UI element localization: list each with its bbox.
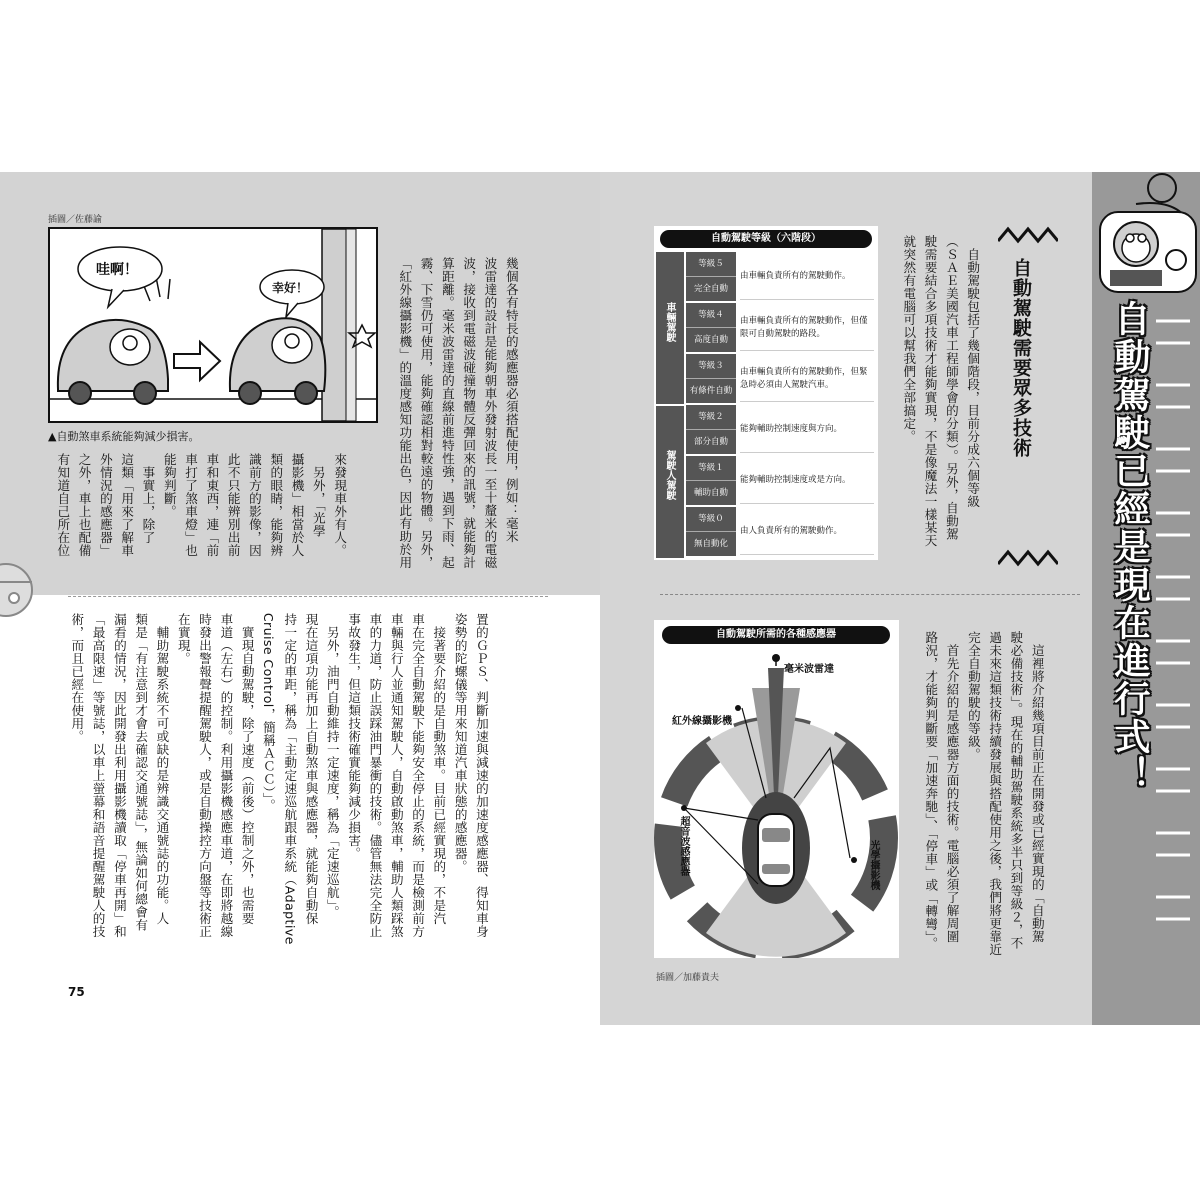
text-column: 過未來這類技術持續發展與搭配使用之後，我們將更靠近	[987, 630, 1003, 956]
text-column: 車輛與行人並通知駕駛人，自動啟動煞車，輔助人類踩煞	[388, 612, 404, 938]
text-column: 攝影機」相當於人	[289, 452, 305, 557]
speech-phew: 幸好！	[272, 281, 309, 295]
doraemon-icon	[1096, 168, 1200, 300]
left-text-bottom	[66, 604, 513, 974]
text-column: 車打了煞車燈」也	[183, 452, 199, 557]
level-description: 能夠輔助控制速度或是方向。	[740, 458, 874, 504]
right-text-top	[898, 226, 1004, 576]
level-number: 等級１	[686, 456, 736, 481]
text-column: 自動駕駛包括了幾個階段，目前分成六個等級	[965, 234, 981, 508]
label-ultrasonic: 超音波感應器	[678, 816, 689, 876]
text-column: 霧、下雪仍可使用，能夠確認相對較遠的物體。另外，	[418, 256, 434, 569]
zigzag-bottom-icon	[998, 548, 1058, 568]
level-table	[654, 226, 878, 560]
level-name: 部分自動	[686, 430, 736, 454]
right-text-bottom	[920, 622, 1069, 972]
text-column: 駛必備技術」。現在的輔助駕駛系統多半只到等級２，不	[1008, 630, 1024, 950]
text-column: 幾個各有特長的感應器必須搭配使用，例如：毫米	[503, 256, 519, 543]
text-column: 持一定的車距，稱為「主動定速巡航跟車系統（Adaptive	[282, 612, 298, 945]
text-column: 事實上，除了	[140, 452, 156, 544]
text-column: 輔助駕駛系統不可或缺的是辨識交通號誌的功能。人	[154, 612, 170, 925]
main-title: 自動駕駛已經是現在進行式！	[1109, 300, 1150, 794]
text-column: 另外，「光學	[310, 452, 326, 538]
label-radar: 毫米波雷達	[784, 664, 834, 675]
text-column: 波，接收到電磁波碰撞物體反彈回來的訊號，就能夠計	[461, 256, 477, 569]
sensor-coverage-diagram	[654, 648, 899, 958]
text-column: 路況，才能夠判斷要「加速奔馳」、「停車」或「轉彎」。	[923, 630, 939, 950]
text-column: 術，而且已經在使用。	[69, 612, 85, 743]
text-column: 漏看的情況，因此開發出利用攝影機讀取「停車再開」和	[111, 612, 127, 938]
illustration-credit: 插圖／佐藤諭	[48, 215, 103, 225]
text-column: 事故發生，但這類技術確實能夠減少損害。	[346, 612, 362, 860]
text-column: 「紅外線攝影機」的溫度感知功能出色，因此有助於用	[397, 256, 413, 569]
text-column: 識前方的影像，因	[246, 452, 262, 557]
group-vehicle	[656, 252, 684, 404]
text-column: 這裡將介紹幾項目前正在開發或已經實現的「自動駕	[1029, 630, 1045, 943]
text-column: 此不只能辨別出前	[225, 452, 241, 557]
level-number: 等級３	[686, 354, 736, 379]
text-column: 完全自動駕駛的等級。	[965, 630, 981, 761]
level-description: 由車輛負責所有的駕駛動作，但緊急時必須由人駕駛汽車。	[740, 356, 874, 402]
level-table-title: 自動駕駛等級（六階段）	[660, 230, 872, 248]
sensor-diagram	[654, 620, 899, 958]
column-divider	[68, 596, 548, 597]
text-column: 姿勢的陀螺儀等用來知道汽車狀態的感應器。	[452, 612, 468, 873]
level-name: 輔助自動	[686, 481, 736, 505]
text-column: 類是「有注意到才會去確認交通號誌」，無論如何總會有	[133, 612, 149, 932]
group-vehicle-label: 車輛駕駛	[664, 302, 675, 342]
level-name: 有條件自動	[686, 379, 736, 403]
page-number: 75	[68, 985, 85, 999]
text-column: 時發出警報聲提醒駕駛人，或是自動操控方向盤等技術正	[197, 612, 213, 938]
text-column: 波雷達的設計是能夠朝車外發射波長一至十釐米的電磁	[482, 256, 498, 569]
level-description: 由車輛負責所有的駕駛動作。	[740, 254, 874, 300]
level-number: 等級４	[686, 303, 736, 328]
level-description: 由車輛負責所有的駕駛動作，但僅限可自動駕駛的路段。	[740, 305, 874, 351]
sensor-diagram-title: 自動駕駛所需的各種感應器	[662, 626, 890, 644]
text-column: 實現自動駕駛，除了速度（前後）控制之外，也需要	[239, 612, 255, 925]
column-divider	[660, 594, 1080, 595]
level-name: 高度自動	[686, 328, 736, 352]
text-column: 車道（左右）的控制。利用攝影機感應車道，在即將越線	[218, 612, 234, 938]
left-text-mid	[52, 444, 371, 599]
level-name: 完全自動	[686, 277, 736, 301]
text-column: 車和東西，連「前	[204, 452, 220, 557]
text-column: 車在完全自動駕駛下能夠安全停止的系統，而是檢測前方	[410, 612, 426, 938]
subtitle: 自動駕駛需要眾多技術	[1010, 258, 1032, 458]
level-name: 無自動化	[686, 532, 736, 556]
label-optical: 光學攝影機	[868, 840, 879, 890]
text-column: 這類「用來了解車	[119, 452, 135, 557]
text-column: 接著要介紹的是自動煞車。目前已經實現的，不是汽	[431, 612, 447, 925]
text-column: 有知道自己所在位	[55, 452, 71, 557]
level-number: 等級０	[686, 507, 736, 532]
text-column: 就突然有電腦可以幫我們全部搞定。	[901, 234, 917, 443]
text-column: 算距離。毫米波雷達的直線前進特性強，遇到下雨、起	[439, 256, 455, 569]
left-text-top	[394, 248, 543, 598]
comic-panel	[48, 227, 378, 423]
text-column: 能夠判斷。	[161, 452, 177, 518]
text-column: 來發現車外有人。	[332, 452, 348, 557]
text-column: 「最高限速」等號誌，以車上螢幕和語音提醒駕駛人的技	[90, 612, 106, 938]
text-column: 車的力道，防止誤踩油門暴衝的技術。儘管無法完全防止	[367, 612, 383, 938]
speech-wow: 哇啊！	[96, 262, 138, 278]
text-column: 另外，油門自動維持一定速度，稱為「定速巡航」。	[324, 612, 340, 919]
text-column: 置的ＧＰＳ、判斷加速與減速的加速度感應器、得知車身	[473, 612, 489, 938]
group-human-label: 駕駛人駕駛	[664, 450, 675, 500]
text-column: （ＳＡＥ美國汽車工程師學會的分類）。另外，自動駕	[943, 234, 959, 541]
comic-illustration	[50, 229, 376, 421]
text-column: 外情況的感應器」	[97, 452, 113, 557]
text-column: 駛需要結合多項技術才能夠實現，不是像魔法一樣某天	[922, 234, 938, 547]
level-description: 由人負責所有的駕駛動作。	[740, 509, 874, 555]
text-column: 在實現。	[175, 612, 191, 665]
binder-rings	[1150, 315, 1200, 935]
text-column: 現在這項功能再加上自動煞車與感應器，就能夠自動保	[303, 612, 319, 925]
text-column: 首先介紹的是感應器方面的技術。電腦必須了解周圍	[944, 630, 960, 943]
text-column: 之外，車上也配備	[76, 452, 92, 557]
group-human	[656, 406, 684, 558]
level-number: 等級２	[686, 405, 736, 430]
comic-caption: ▲自動煞車系統能夠減少損害。	[48, 430, 200, 443]
text-column: Cruise Control，簡稱ＡＣＣ）」。	[260, 612, 276, 813]
level-description: 能夠輔助控制速度與方向。	[740, 407, 874, 453]
level-number: 等級５	[686, 252, 736, 277]
label-infrared: 紅外線攝影機	[672, 716, 732, 727]
text-column: 類的眼睛，能夠辨	[268, 452, 284, 557]
diagram-credit: 插圖／加藤貴夫	[656, 973, 720, 983]
bell-icon	[0, 560, 34, 620]
zigzag-top-icon	[998, 225, 1058, 245]
